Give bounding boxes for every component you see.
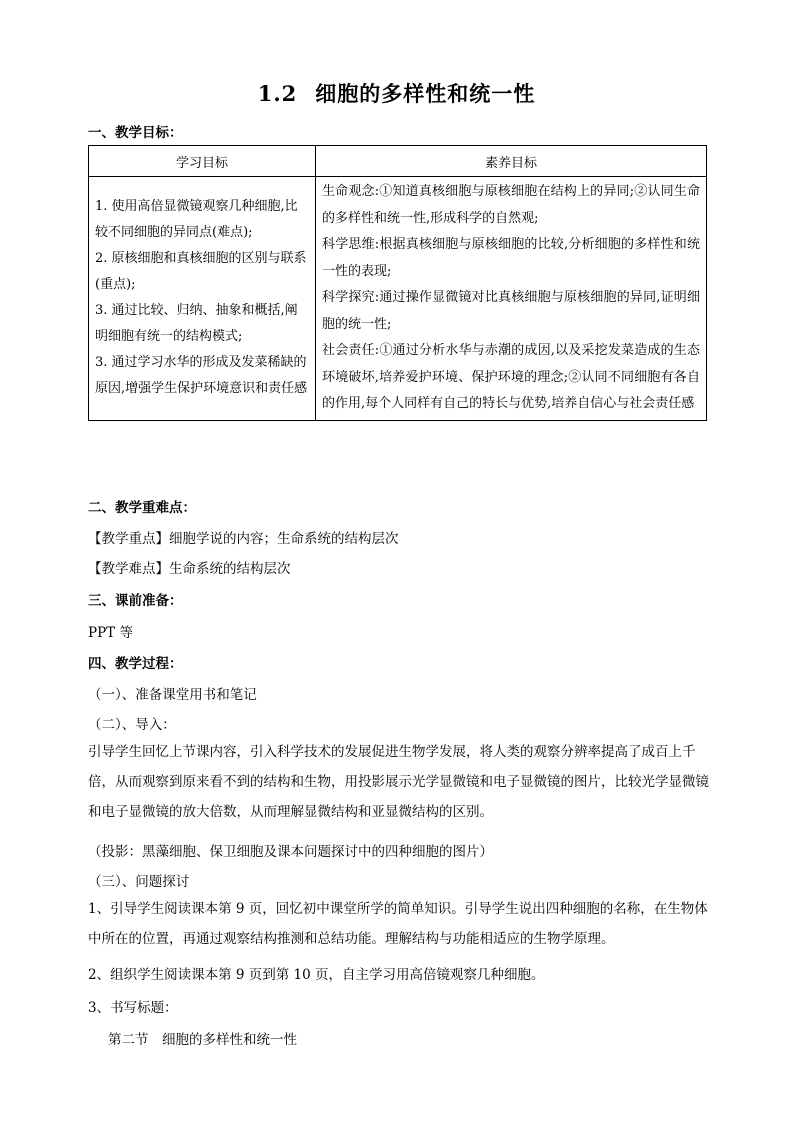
process-item-2: 2、组织学生阅读课本第 9 页到第 10 页，自主学习用高倍镜观察几种细胞。 — [88, 967, 545, 983]
section-heading-process: 四、教学过程： — [88, 656, 183, 672]
literacy-goal-item: 科学思维:根据真核细胞与原核细胞的比较,分析细胞的多样性和统一性的表现; — [322, 237, 700, 279]
section-heading-objectives: 一、教学目标： — [88, 125, 183, 141]
header-literacy-goals: 素养目标 — [316, 146, 707, 177]
teaching-focus: 【教学重点】细胞学说的内容；生命系统的结构层次 — [88, 531, 399, 547]
page-title — [0, 78, 793, 108]
learning-goal-item: 3. 通过学习水华的形成及发菜稀缺的原因,增强学生保护环境意识和责任感 — [95, 355, 308, 397]
literacy-goals-cell — [316, 177, 707, 421]
title-number: 1.2 — [257, 81, 298, 106]
learning-goal-item: 3. 通过比较、归纳、抽象和概括,阐明细胞有统一的结构模式; — [95, 303, 298, 345]
teaching-difficulty: 【教学难点】生命系统的结构层次 — [88, 561, 291, 577]
header-learning-goals: 学习目标 — [89, 146, 316, 177]
learning-goal-item: 1. 使用高倍显微镜观察几种细胞,比较不同细胞的异同点(难点); — [95, 199, 298, 241]
intro-paragraph: 引导学生回忆上节课内容，引入科学技术的发展促进生物学发展，将人类的观察分辨率提高了成百上千倍，从而观察到原来看不到的结构和生物，用投影展示光学显微镜和电子显微镜的图片，比较光学显微镜和电子显微镜的放大倍数，从而理解显微结构和亚显微结构的区别。 — [88, 744, 709, 820]
goals-table-body-row — [89, 177, 707, 421]
learning-goal-item: 2. 原核细胞和真核细胞的区别与联系(重点); — [95, 251, 307, 293]
process-step-1: （一）、准备课堂用书和笔记 — [88, 687, 257, 703]
literacy-goal-item: 科学探究:通过操作显微镜对比真核细胞与原核细胞的异同,证明细胞的统一性; — [322, 290, 700, 332]
section-heading-preparation: 三、课前准备： — [88, 593, 183, 609]
process-step-3: （三）、问题探讨 — [88, 874, 190, 890]
projection-note: （投影：黑藻细胞、保卫细胞及课本问题探讨中的四种细胞的图片） — [88, 844, 493, 860]
title-text: 细胞的多样性和统一性 — [315, 81, 536, 106]
process-item-1: 1、引导学生阅读课本第 9 页，回忆初中课堂所学的简单知识。引导学生说出四种细胞的名称，在生物体中所在的位置，再通过观察结构推测和总结功能。理解结构与功能相适应的生物学原理。 — [88, 901, 708, 947]
section-heading-key-points: 二、教学重难点： — [88, 500, 196, 516]
goals-table-header-row — [89, 146, 707, 177]
preparation-text: PPT 等 — [88, 625, 133, 641]
literacy-goal-item: 社会责任:①通过分析水华与赤潮的成因,以及采挖发菜造成的生态环境破坏,培养爱护环境、保护环境的理念;②认同不同细胞有各自的作用,每个人同样有自己的特长与优势,培养自信心与社会责任感 — [322, 343, 700, 411]
learning-goals-cell — [89, 177, 316, 421]
section-subtitle: 第二节 细胞的多样性和统一性 — [108, 1032, 297, 1048]
goals-table — [88, 145, 707, 421]
process-item-3: 3、书写标题： — [88, 1000, 178, 1016]
literacy-goal-item: 生命观念:①知道真核细胞与原核细胞在结构上的异同;②认同生命的多样性和统一性,形成科学的自然观; — [322, 184, 700, 226]
process-step-2: （二）、导入： — [88, 717, 176, 733]
